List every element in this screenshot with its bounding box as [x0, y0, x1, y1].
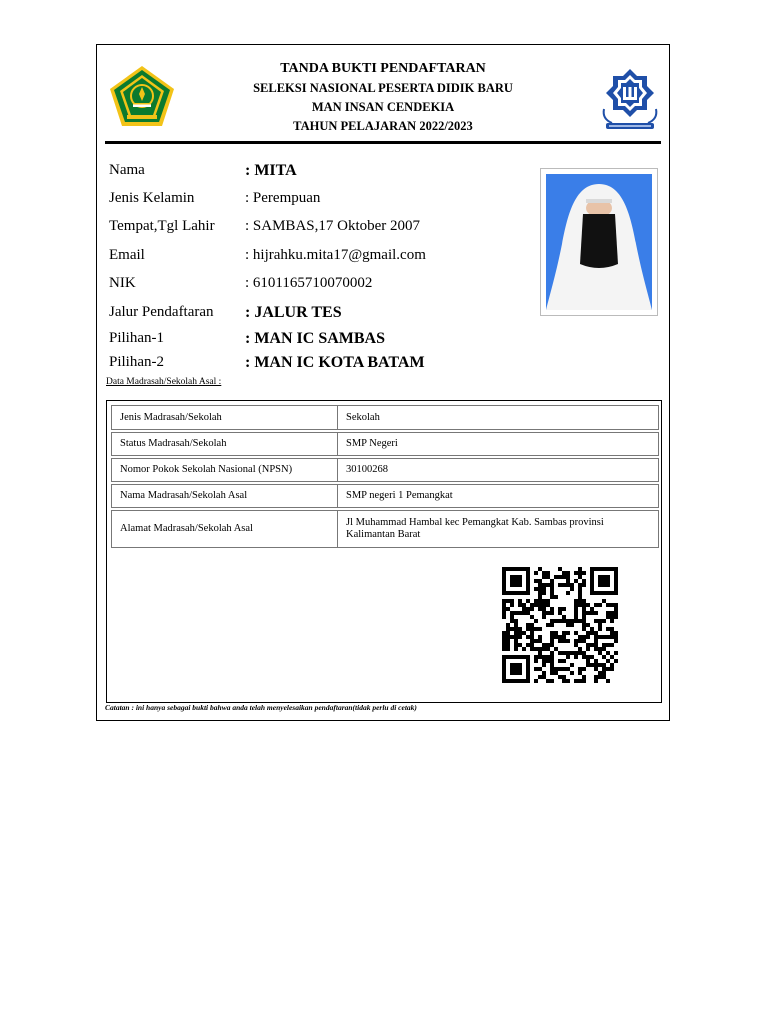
field-label: Pilihan-1 [109, 330, 164, 346]
table-key: Nama Madrasah/Sekolah Asal [111, 484, 337, 508]
field-value: : MITA [245, 162, 297, 179]
field-label: Nama [109, 162, 145, 178]
field-value: : 6101165710070002 [245, 275, 373, 291]
school-info-table [111, 403, 659, 550]
school-info-box [106, 400, 662, 703]
table-row [111, 432, 659, 456]
field-label: Pilihan-2 [109, 354, 164, 370]
table-key: Status Madrasah/Sekolah [111, 432, 337, 456]
qr-code-icon [502, 567, 618, 683]
man-ic-logo-icon [600, 65, 660, 131]
table-key: Jenis Madrasah/Sekolah [111, 405, 337, 430]
footer-note: Catatan : ini hanya sebagai bukti bahwa anda telah menyelesaikan pendaftaran(tidak perlu di cetak) [105, 703, 417, 712]
field-value: : Perempuan [245, 190, 321, 206]
field-label: Jenis Kelamin [109, 190, 195, 206]
table-row [111, 458, 659, 482]
header-divider [105, 141, 661, 144]
registration-card [96, 44, 670, 721]
table-value: 30100268 [337, 458, 659, 482]
field-label: Jalur Pendaftaran [109, 304, 214, 320]
table-value: SMP Negeri [337, 432, 659, 456]
header-year: TAHUN PELAJARAN 2022/2023 [293, 119, 473, 133]
field-label: NIK [109, 275, 136, 291]
field-value: : SAMBAS,17 Oktober 2007 [245, 218, 421, 234]
table-value: Jl Muhammad Hambal kec Pemangkat Kab. Sambas provinsi Kalimantan Barat [337, 510, 659, 548]
table-value: SMP negeri 1 Pemangkat [337, 484, 659, 508]
field-label: Tempat,Tgl Lahir [109, 218, 215, 234]
field-value: : MAN IC SAMBAS [245, 330, 385, 347]
header-subtitle: SELEKSI NASIONAL PESERTA DIDIK BARU [253, 81, 513, 95]
field-label: Email [109, 247, 145, 263]
participant-photo [540, 168, 658, 316]
header-institution: MAN INSAN CENDEKIA [311, 100, 455, 114]
school-origin-label: Data Madrasah/Sekolah Asal : [106, 377, 222, 387]
field-value: : MAN IC KOTA BATAM [245, 354, 425, 371]
document-header [97, 59, 669, 136]
table-row [111, 405, 659, 430]
field-value: : JALUR TES [245, 304, 342, 321]
field-value: : hijrahku.mita17@gmail.com [245, 247, 426, 263]
table-key: Alamat Madrasah/Sekolah Asal [111, 510, 337, 548]
table-key: Nomor Pokok Sekolah Nasional (NPSN) [111, 458, 337, 482]
header-title: TANDA BUKTI PENDAFTARAN [280, 61, 486, 76]
table-value: Sekolah [337, 405, 659, 430]
table-row [111, 484, 659, 508]
table-row [111, 510, 659, 548]
